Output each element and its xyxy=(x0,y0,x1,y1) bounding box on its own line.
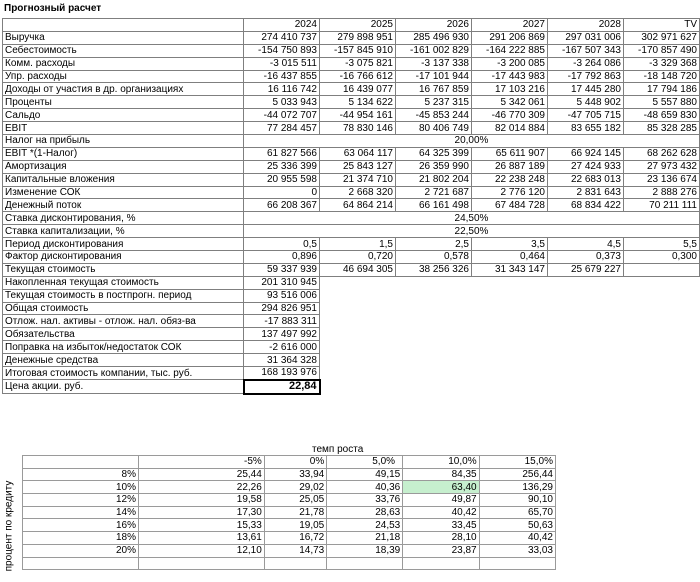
value-cell[interactable]: 65,70 xyxy=(479,506,555,519)
value-cell[interactable]: 3,5 xyxy=(472,238,548,251)
value-cell[interactable]: -3 329 368 xyxy=(624,57,700,70)
forecast-table xyxy=(2,18,700,395)
value-cell[interactable]: 15,33 xyxy=(139,519,265,532)
discount-rate-cell[interactable]: 24,50% xyxy=(244,212,700,225)
value-cell[interactable]: 28,10 xyxy=(403,532,479,545)
table-row xyxy=(3,173,700,186)
value-cell[interactable]: 64 864 214 xyxy=(320,199,396,212)
value-cell[interactable]: 285 496 930 xyxy=(396,31,472,44)
table-row xyxy=(3,96,700,109)
value-cell[interactable]: -3 264 086 xyxy=(548,57,624,70)
year-header[interactable]: 2027 xyxy=(472,19,548,32)
value-cell[interactable]: -3 137 338 xyxy=(396,57,472,70)
table-row xyxy=(3,31,700,44)
sensitivity-row xyxy=(23,519,556,532)
value-cell[interactable]: -18 148 720 xyxy=(624,70,700,83)
sensitivity-row xyxy=(23,494,556,507)
value-cell[interactable]: -16 766 612 xyxy=(320,70,396,83)
year-header[interactable]: 2028 xyxy=(548,19,624,32)
row-label[interactable]: Доходы от участия в др. организациях xyxy=(3,83,244,96)
interest-rate-cell[interactable]: 10% xyxy=(23,481,139,494)
value-cell[interactable]: 33,45 xyxy=(403,519,479,532)
row-label[interactable]: Поправка на избыток/недостаток СОК xyxy=(3,341,244,354)
empty[interactable] xyxy=(320,380,700,394)
value-cell[interactable]: 2 888 276 xyxy=(624,186,700,199)
value-cell[interactable]: 64 325 399 xyxy=(396,147,472,160)
value-cell[interactable]: -48 659 830 xyxy=(624,109,700,122)
row-label[interactable]: Накопленная текущая стоимость xyxy=(3,276,244,289)
value-cell[interactable]: 16 767 859 xyxy=(396,83,472,96)
value-cell[interactable]: 49,15 xyxy=(327,468,403,481)
value-cell[interactable]: 63 064 117 xyxy=(320,147,396,160)
value-cell[interactable]: 78 830 146 xyxy=(320,122,396,135)
value-cell[interactable]: 21,18 xyxy=(327,532,403,545)
empty[interactable] xyxy=(320,302,700,315)
value-cell[interactable]: 26 887 189 xyxy=(472,160,548,173)
value-cell[interactable]: 49,87 xyxy=(403,494,479,507)
value-cell[interactable]: 46 694 305 xyxy=(320,263,396,276)
value-cell[interactable]: 12,10 xyxy=(139,544,265,557)
empty[interactable] xyxy=(320,276,700,289)
summary-value[interactable]: 201 310 945 xyxy=(244,276,320,289)
value-cell[interactable]: 68 834 422 xyxy=(548,199,624,212)
row-label[interactable]: Текущая стоимость xyxy=(3,263,244,276)
summary-value[interactable]: 168 193 976 xyxy=(244,367,320,380)
value-cell[interactable]: 80 406 749 xyxy=(396,122,472,135)
growth-rate-title: темп роста xyxy=(312,444,364,455)
value-cell[interactable]: 40,36 xyxy=(327,481,403,494)
value-cell[interactable]: 2 776 120 xyxy=(472,186,548,199)
value-cell[interactable]: 50,63 xyxy=(479,519,555,532)
value-cell[interactable]: -161 002 829 xyxy=(396,44,472,57)
empty-cell[interactable] xyxy=(264,557,326,570)
value-cell[interactable]: 66 161 498 xyxy=(396,199,472,212)
value-cell[interactable]: 21 374 710 xyxy=(320,173,396,186)
table-row xyxy=(3,186,700,199)
tax-row xyxy=(3,135,700,148)
table-row xyxy=(3,57,700,70)
value-cell[interactable]: 90,10 xyxy=(479,494,555,507)
empty[interactable] xyxy=(320,367,700,380)
value-cell[interactable]: 40,42 xyxy=(479,532,555,545)
row-label[interactable]: Выручка xyxy=(3,31,244,44)
price-label[interactable]: Цена акции. руб. xyxy=(3,380,244,394)
tax-rate-cell[interactable]: 20,00% xyxy=(244,135,700,148)
table-row xyxy=(3,251,700,264)
interest-rate-cell[interactable]: 8% xyxy=(23,468,139,481)
row-label[interactable]: Ставка капитализации, % xyxy=(3,225,244,238)
value-cell[interactable]: -16 437 855 xyxy=(244,70,320,83)
interest-rate-cell[interactable]: 18% xyxy=(23,532,139,545)
value-cell[interactable]: 17 794 186 xyxy=(624,83,700,96)
row-label[interactable]: EBIT xyxy=(3,122,244,135)
year-header[interactable]: 2025 xyxy=(320,19,396,32)
empty-cell[interactable] xyxy=(479,557,555,570)
year-header[interactable]: 2024 xyxy=(244,19,320,32)
value-cell[interactable]: -157 845 910 xyxy=(320,44,396,57)
value-cell[interactable]: 33,94 xyxy=(264,468,326,481)
row-label[interactable]: Общая стоимость xyxy=(3,302,244,315)
value-cell[interactable]: 61 827 566 xyxy=(244,147,320,160)
table-row xyxy=(3,44,700,57)
value-cell[interactable]: 22 683 013 xyxy=(548,173,624,186)
value-cell[interactable]: -167 507 343 xyxy=(548,44,624,57)
value-cell[interactable]: 29,02 xyxy=(264,481,326,494)
value-cell[interactable]: 256,44 xyxy=(479,468,555,481)
row-label[interactable]: Ставка дисконтирования, % xyxy=(3,212,244,225)
value-cell[interactable]: 0,373 xyxy=(548,251,624,264)
empty[interactable] xyxy=(320,341,700,354)
cap-rate-cell[interactable]: 22,50% xyxy=(244,225,700,238)
summary-row xyxy=(3,328,700,341)
growth-header-row xyxy=(23,456,556,469)
empty-cell[interactable] xyxy=(23,557,139,570)
row-label[interactable]: Денежные средства xyxy=(3,354,244,367)
value-cell[interactable]: 17 103 216 xyxy=(472,83,548,96)
row-label[interactable]: Отлож. нал. активы - отлож. нал. обяз-ва xyxy=(3,315,244,328)
table-row xyxy=(3,238,700,251)
row-label[interactable]: Проценты xyxy=(3,96,244,109)
table-row xyxy=(3,147,700,160)
interest-rate-cell[interactable]: 16% xyxy=(23,519,139,532)
sensitivity-row xyxy=(23,544,556,557)
value-cell[interactable]: 22,26 xyxy=(139,481,265,494)
value-cell[interactable]: 40,42 xyxy=(403,506,479,519)
value-cell[interactable]: 23 136 674 xyxy=(624,173,700,186)
value-cell[interactable]: -17 101 944 xyxy=(396,70,472,83)
value-cell[interactable]: 14,73 xyxy=(264,544,326,557)
summary-value[interactable]: -17 883 311 xyxy=(244,315,320,328)
corner-cell[interactable] xyxy=(23,456,139,469)
value-cell[interactable]: 33,76 xyxy=(327,494,403,507)
sensitivity-row xyxy=(23,532,556,545)
value-cell[interactable]: 25,44 xyxy=(139,468,265,481)
value-cell[interactable]: 0,300 xyxy=(624,251,700,264)
value-cell[interactable]: 77 284 457 xyxy=(244,122,320,135)
value-cell[interactable]: -154 750 893 xyxy=(244,44,320,57)
value-cell[interactable]: 23,87 xyxy=(403,544,479,557)
row-label[interactable]: Сальдо xyxy=(3,109,244,122)
value-cell[interactable]: 0,896 xyxy=(244,251,320,264)
value-cell[interactable]: 68 262 628 xyxy=(624,147,700,160)
growth-rate-header[interactable]: 0% xyxy=(264,456,326,469)
table-row xyxy=(3,83,700,96)
summary-row xyxy=(3,315,700,328)
value-cell[interactable]: 5 033 943 xyxy=(244,96,320,109)
value-cell[interactable]: 21 802 204 xyxy=(396,173,472,186)
discount-rate-row xyxy=(3,212,700,225)
summary-row xyxy=(3,354,700,367)
value-cell[interactable]: 2,5 xyxy=(396,238,472,251)
value-cell[interactable]: 31 343 147 xyxy=(472,263,548,276)
row-label[interactable]: Итоговая стоимость компании, тыс. руб. xyxy=(3,367,244,380)
interest-rate-cell[interactable]: 12% xyxy=(23,494,139,507)
growth-rate-header[interactable]: 15,0% xyxy=(479,456,555,469)
growth-rate-header[interactable]: -5% xyxy=(139,456,265,469)
share-price-cell[interactable]: 22,84 xyxy=(244,380,320,394)
row-label[interactable]: Амортизация xyxy=(3,160,244,173)
value-cell[interactable]: 0,464 xyxy=(472,251,548,264)
row-label[interactable]: Налог на прибыль xyxy=(3,135,244,148)
interest-rate-cell[interactable]: 14% xyxy=(23,506,139,519)
value-cell[interactable]: 5 237 315 xyxy=(396,96,472,109)
value-cell[interactable]: -3 075 821 xyxy=(320,57,396,70)
row-label[interactable]: Капитальные вложения xyxy=(3,173,244,186)
value-cell[interactable]: 27 973 432 xyxy=(624,160,700,173)
empty-cell[interactable] xyxy=(327,557,403,570)
value-cell[interactable]: 25 843 127 xyxy=(320,160,396,173)
value-cell[interactable]: 291 206 869 xyxy=(472,31,548,44)
value-cell[interactable]: 5 448 902 xyxy=(548,96,624,109)
value-cell[interactable] xyxy=(624,263,700,276)
row-axis-label: процент по кредиту xyxy=(3,480,15,572)
value-cell[interactable]: 67 484 728 xyxy=(472,199,548,212)
value-cell[interactable]: 25 679 227 xyxy=(548,263,624,276)
value-cell[interactable]: 0,578 xyxy=(396,251,472,264)
summary-row xyxy=(3,367,700,380)
empty[interactable] xyxy=(320,354,700,367)
row-label[interactable]: EBIT *(1-Налог) xyxy=(3,147,244,160)
value-cell[interactable]: 302 971 627 xyxy=(624,31,700,44)
value-cell[interactable]: 297 031 006 xyxy=(548,31,624,44)
row-label[interactable]: Комм. расходы xyxy=(3,57,244,70)
value-cell[interactable]: -17 443 983 xyxy=(472,70,548,83)
value-cell[interactable]: 33,03 xyxy=(479,544,555,557)
value-cell[interactable]: 22 238 248 xyxy=(472,173,548,186)
value-cell[interactable]: -44 072 707 xyxy=(244,109,320,122)
price-row xyxy=(3,380,700,394)
value-cell[interactable]: 27 424 933 xyxy=(548,160,624,173)
value-cell[interactable]: 16,72 xyxy=(264,532,326,545)
growth-rate-header[interactable]: 10,0% xyxy=(403,456,479,469)
value-cell[interactable]: 2 668 320 xyxy=(320,186,396,199)
header-row xyxy=(3,19,700,32)
summary-value[interactable]: 137 497 992 xyxy=(244,328,320,341)
value-cell[interactable]: 2 831 643 xyxy=(548,186,624,199)
value-cell[interactable]: -46 770 309 xyxy=(472,109,548,122)
value-cell[interactable]: 136,29 xyxy=(479,481,555,494)
value-cell[interactable]: 38 256 326 xyxy=(396,263,472,276)
value-cell[interactable]: -3 015 511 xyxy=(244,57,320,70)
value-cell[interactable]: 82 014 884 xyxy=(472,122,548,135)
value-cell[interactable]: 5 342 061 xyxy=(472,96,548,109)
empty-cell[interactable] xyxy=(403,557,479,570)
value-cell[interactable]: 19,05 xyxy=(264,519,326,532)
growth-rate-header[interactable]: 5,0% xyxy=(327,456,403,469)
sensitivity-table xyxy=(22,455,556,570)
sensitivity-row xyxy=(23,468,556,481)
summary-row xyxy=(3,341,700,354)
value-cell[interactable]: 0 xyxy=(244,186,320,199)
value-cell[interactable]: 26 359 990 xyxy=(396,160,472,173)
value-cell[interactable]: 5 134 622 xyxy=(320,96,396,109)
value-cell[interactable]: 19,58 xyxy=(139,494,265,507)
value-cell[interactable]: 5,5 xyxy=(624,238,700,251)
table-row xyxy=(3,122,700,135)
value-cell[interactable]: 2 721 687 xyxy=(396,186,472,199)
header-corner[interactable] xyxy=(3,19,244,32)
summary-value[interactable]: 31 364 328 xyxy=(244,354,320,367)
value-cell[interactable]: 83 655 182 xyxy=(548,122,624,135)
row-label[interactable]: Денежный поток xyxy=(3,199,244,212)
value-cell[interactable]: 274 410 737 xyxy=(244,31,320,44)
value-cell[interactable]: -17 792 863 xyxy=(548,70,624,83)
cap-rate-row xyxy=(3,225,700,238)
table-row xyxy=(3,160,700,173)
sensitivity-row xyxy=(23,481,556,494)
value-cell[interactable]: 0,720 xyxy=(320,251,396,264)
summary-value[interactable]: 294 826 951 xyxy=(244,302,320,315)
table-row xyxy=(3,263,700,276)
value-cell[interactable]: 13,61 xyxy=(139,532,265,545)
year-header[interactable]: 2026 xyxy=(396,19,472,32)
summary-row xyxy=(3,276,700,289)
value-cell[interactable]: 279 898 951 xyxy=(320,31,396,44)
summary-row xyxy=(3,289,700,302)
value-cell[interactable]: -3 200 085 xyxy=(472,57,548,70)
value-cell[interactable]: 65 611 907 xyxy=(472,147,548,160)
value-cell[interactable]: -47 705 715 xyxy=(548,109,624,122)
row-label[interactable]: Период дисконтирования xyxy=(3,238,244,251)
value-cell[interactable]: 20 955 598 xyxy=(244,173,320,186)
value-cell[interactable]: 16 439 077 xyxy=(320,83,396,96)
table-row xyxy=(3,109,700,122)
interest-rate-cell[interactable]: 20% xyxy=(23,544,139,557)
value-cell[interactable]: 24,53 xyxy=(327,519,403,532)
table-row xyxy=(3,70,700,83)
value-cell[interactable]: -164 222 885 xyxy=(472,44,548,57)
value-cell[interactable]: 66 208 367 xyxy=(244,199,320,212)
value-cell[interactable]: 0,5 xyxy=(244,238,320,251)
value-cell[interactable]: 59 337 939 xyxy=(244,263,320,276)
value-cell[interactable]: 25 336 399 xyxy=(244,160,320,173)
row-label[interactable]: Текущая стоимость в постпрогн. период xyxy=(3,289,244,302)
value-cell[interactable]: 1,5 xyxy=(320,238,396,251)
value-cell[interactable]: 18,39 xyxy=(327,544,403,557)
value-cell[interactable]: 25,05 xyxy=(264,494,326,507)
value-cell[interactable]: 84,35 xyxy=(403,468,479,481)
value-cell[interactable]: -44 954 161 xyxy=(320,109,396,122)
empty-row xyxy=(23,557,556,570)
value-cell[interactable]: 17,30 xyxy=(139,506,265,519)
value-cell[interactable]: 16 116 742 xyxy=(244,83,320,96)
value-cell[interactable]: 85 328 285 xyxy=(624,122,700,135)
row-label[interactable]: Фактор дисконтирования xyxy=(3,251,244,264)
value-cell[interactable]: 4,5 xyxy=(548,238,624,251)
value-cell[interactable]: -170 857 490 xyxy=(624,44,700,57)
value-cell[interactable]: 66 924 145 xyxy=(548,147,624,160)
value-cell[interactable]: 5 557 880 xyxy=(624,96,700,109)
empty[interactable] xyxy=(320,289,700,302)
highlighted-value-cell[interactable]: 63,40 xyxy=(403,481,479,494)
value-cell[interactable]: 17 445 280 xyxy=(548,83,624,96)
row-label[interactable]: Себестоимость xyxy=(3,44,244,57)
value-cell[interactable]: 70 211 111 xyxy=(624,199,700,212)
empty[interactable] xyxy=(320,315,700,328)
value-cell[interactable]: 21,78 xyxy=(264,506,326,519)
sensitivity-row xyxy=(23,506,556,519)
summary-value[interactable]: 93 516 006 xyxy=(244,289,320,302)
empty[interactable] xyxy=(320,328,700,341)
row-label[interactable]: Упр. расходы xyxy=(3,70,244,83)
empty-cell[interactable] xyxy=(139,557,265,570)
value-cell[interactable]: 28,63 xyxy=(327,506,403,519)
row-label[interactable]: Обязательства xyxy=(3,328,244,341)
summary-value[interactable]: -2 616 000 xyxy=(244,341,320,354)
summary-row xyxy=(3,302,700,315)
row-label[interactable]: Изменение СОК xyxy=(3,186,244,199)
value-cell[interactable]: -45 853 244 xyxy=(396,109,472,122)
sheet-title: Прогнозный расчет xyxy=(4,3,102,14)
table-row xyxy=(3,199,700,212)
year-header[interactable]: TV xyxy=(624,19,700,32)
